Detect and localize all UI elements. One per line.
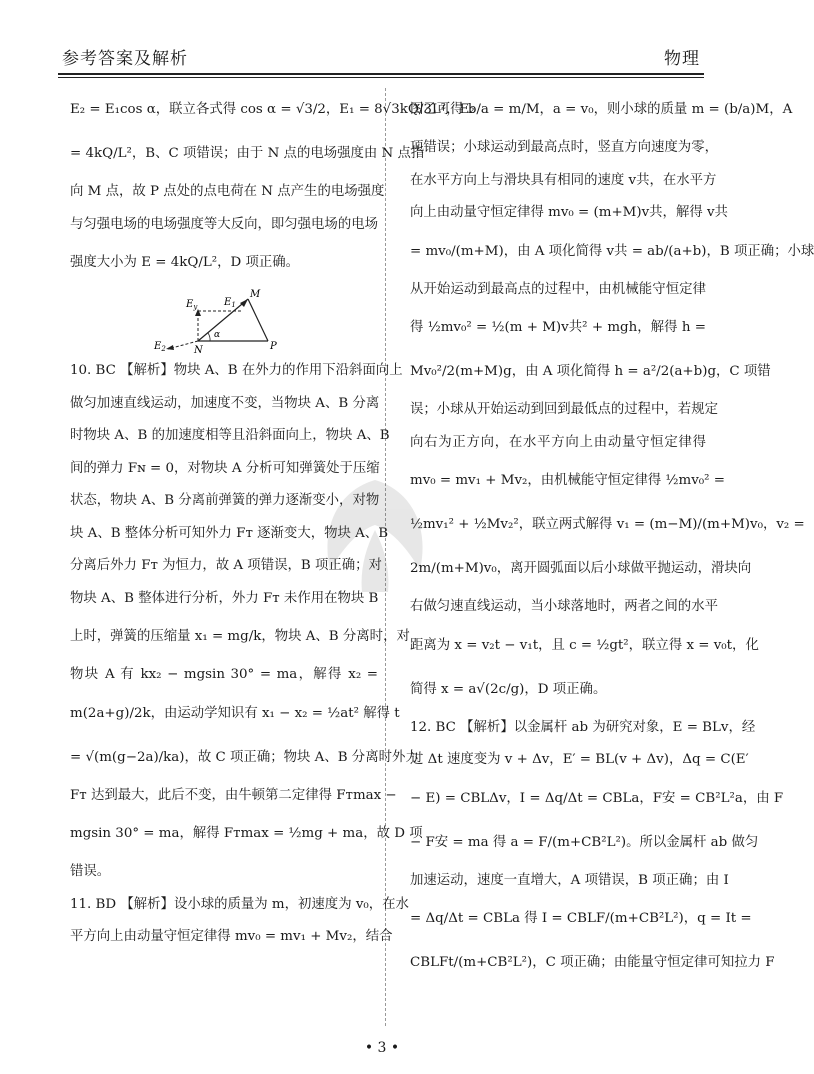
header-subject: 物理	[664, 49, 700, 69]
text-line: Fᴛ 达到最大，此后不变，由牛顿第二定律得 Fᴛmax −	[70, 787, 397, 803]
text-line: − F安 = ma 得 a = F/(m+CB²L²)。所以金属杆 ab 做匀	[410, 834, 759, 850]
text-line: 2m/(m+M)v₀，离开圆弧面以后小球做平抛运动，滑块向	[410, 561, 752, 576]
text-line: 分离后外力 Fᴛ 为恒力，故 A 项错误，B 项正确；对	[70, 558, 382, 573]
text-line: 过 Δt 速度变为 v + Δv，E′ = BL(v + Δv)，Δq = C(E′	[410, 752, 749, 767]
text-line: E₂ = E₁cos α，联立各式得 cos α = √3/2，E₁ = 8√3kQ/3L²，E₂	[70, 102, 475, 117]
text-line: 做匀加速直线运动，加速度不变，当物块 A、B 分离	[70, 395, 380, 411]
text-line: = √(m(g−2a)/ka)，故 C 项正确；物块 A、B 分离时外力	[70, 749, 419, 765]
text-line: 图乙可得 b/a = m/M，a = v₀，则小球的质量 m = (b/a)M，A	[410, 102, 793, 117]
text-line: 右做匀速直线运动，当小球落地时，两者之间的水平	[410, 599, 718, 614]
header-title: 参考答案及解析	[62, 49, 188, 69]
text-line: mgsin 30° = ma，解得 Fᴛmax = ½mg + ma，故 D 项	[70, 826, 423, 841]
text-line: 向 M 点，故 P 点处的点电荷在 N 点产生的电场强度	[70, 184, 385, 199]
text-line: 物块 A 有 kx₂ − mgsin 30° = ma，解得 x₂ =	[70, 667, 378, 682]
watermark-stem	[362, 530, 389, 592]
text-line: 强度大小为 E = 4kQ/L²，D 项正确。	[70, 255, 300, 270]
text-line: 时物块 A、B 的加速度相等且沿斜面向上，物块 A、B	[70, 428, 390, 443]
right-column	[410, 88, 814, 985]
text-line: 误；小球从开始运动到回到最低点的过程中，若规定	[410, 402, 718, 417]
arrow-head	[166, 345, 174, 350]
watermark-logo	[300, 470, 450, 600]
page-number: • 3 •	[364, 1040, 400, 1056]
text-line: − E) = CBLΔv，I = Δq/Δt = CBLa，F安 = CB²L²a，由 F	[410, 790, 784, 806]
text-line: 10. BC 【解析】物块 A、B 在外力的作用下沿斜面向上	[70, 363, 403, 378]
label-ey: $E_y$	[186, 299, 198, 311]
text-line: 上时，弹簧的压缩量 x₁ = mg/k，物块 A、B 分离时，对	[70, 629, 410, 644]
label-n: N	[194, 345, 203, 356]
text-line: m(2a+g)/2k，由运动学知识有 x₁ − x₂ = ½at² 解得 t	[70, 705, 400, 721]
text-line: Mv₀²/2(m+M)g，由 A 项化简得 h = a²/2(a+b)g，C 项错	[410, 364, 771, 379]
text-line: = 4kQ/L²，B、C 项错误；由于 N 点的电场强度由 N 点指	[70, 146, 425, 161]
text-line: 12. BC 【解析】以金属杆 ab 为研究对象，E = BLv，经	[410, 719, 756, 735]
label-m: M	[250, 289, 261, 300]
header-rule-thin	[58, 77, 704, 78]
text-line: 项错误；小球运动到最高点时，竖直方向速度为零，	[410, 140, 718, 155]
text-line: 在水平方向上与滑块具有相同的速度 v共，在水平方	[410, 172, 717, 188]
arrow-head	[240, 299, 248, 307]
side-line-pm	[248, 299, 268, 341]
text-line: 向上由动量守恒定律得 mv₀ = (m+M)v共，解得 v共	[410, 205, 728, 220]
label-alpha: α	[214, 330, 221, 340]
vector-diagram	[70, 285, 378, 355]
label-e2: $E_2$	[154, 341, 166, 353]
text-line: 与匀强电场的电场强度等大反向，即匀强电场的电场	[70, 216, 378, 232]
text-line: 平方向上由动量守恒定律得 mv₀ = mv₁ + Mv₂，结合	[70, 929, 393, 944]
text-line: = mv₀/(m+M)，由 A 项化简得 v共 = ab/(a+b)，B 项正确；小球	[410, 243, 814, 259]
text-line: 11. BD 【解析】设小球的质量为 m，初速度为 v₀，在水	[70, 896, 409, 912]
text-line: 状态，物块 A、B 分离前弹簧的弹力逐渐变小，对物	[70, 493, 380, 508]
vector-e1	[198, 299, 248, 341]
header-rule	[58, 73, 704, 75]
text-line: 加速运动，速度一直增大，A 项错误，B 项正确；由 I	[410, 872, 729, 888]
text-line: 从开始运动到最高点的过程中，由机械能守恒定律	[410, 281, 706, 297]
text-line: 物块 A、B 整体进行分析，外力 Fᴛ 未作用在物块 B	[70, 590, 379, 606]
text-line: 错误。	[70, 864, 111, 879]
text-line: 距离为 x = v₂t − v₁t，且 c = ½gt²，联立得 x = v₀t，化	[410, 637, 759, 653]
text-line: 简得 x = a√(2c/g)，D 项正确。	[410, 681, 607, 697]
text-line: 得 ½mv₀² = ½(m + M)v共² + mgh，解得 h =	[410, 320, 706, 335]
label-p: P	[270, 341, 277, 352]
text-line: ½mv₁² + ½Mv₂²，联立两式解得 v₁ = (m−M)/(m+M)v₀，v₂ =	[410, 517, 805, 532]
label-e1: $E_1$	[224, 297, 236, 309]
text-line: 间的弹力 Fɴ = 0，对物块 A 分析可知弹簧处于压缩	[70, 460, 380, 476]
text-line: CBLFt/(m+CB²L²)，C 项正确；由能量守恒定律可知拉力 F	[410, 955, 775, 970]
text-line: 向右为正方向，在水平方向上由动量守恒定律得	[410, 434, 706, 450]
field-vector-figure	[152, 287, 312, 356]
text-line: 块 A、B 整体分析可知外力 Fᴛ 逐渐变大，物块 A、B	[70, 525, 389, 541]
angle-arc	[208, 333, 210, 341]
text-line: = Δq/Δt = CBLa 得 I = CBLF/(m+CB²L²)，q = It =	[410, 911, 752, 926]
text-line: mv₀ = mv₁ + Mv₂，由机械能守恒定律得 ½mv₀² =	[410, 473, 725, 488]
